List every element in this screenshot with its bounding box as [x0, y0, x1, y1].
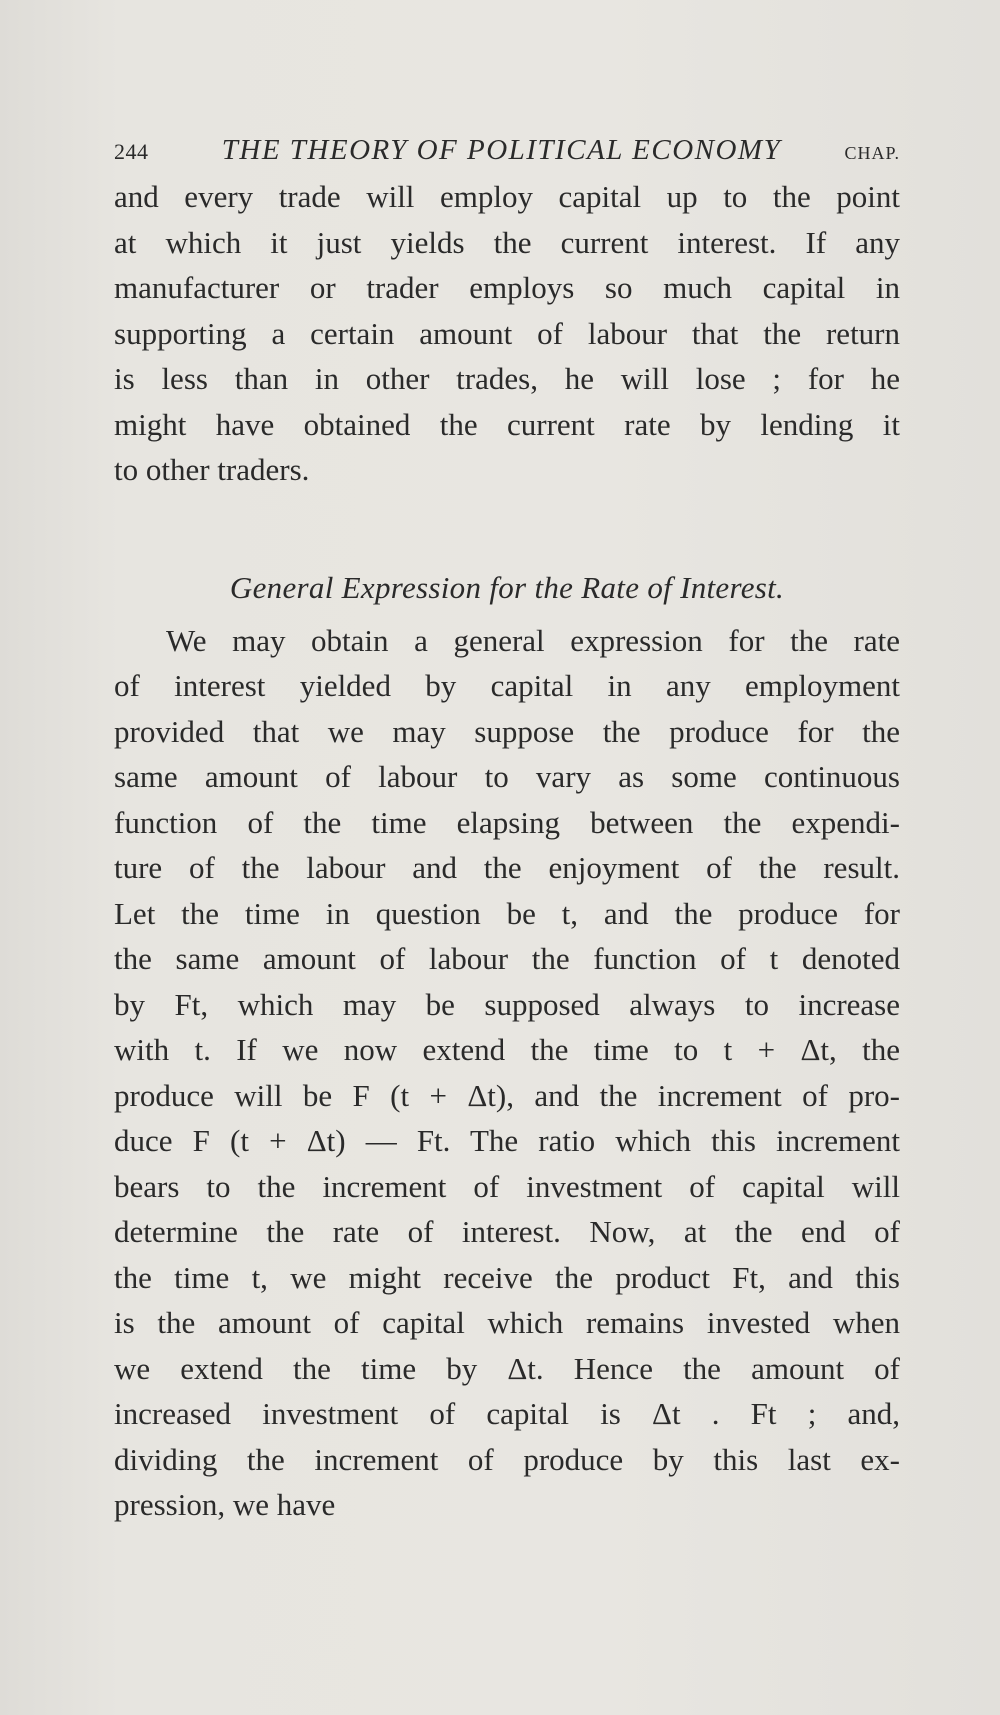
text-line: We may obtain a general expression for the rate [166, 622, 900, 658]
text-line: duce F (t + Δt) — Ft. The ratio which this increment [114, 1123, 900, 1158]
text-line: is less than in other trades, he will lose ; for he [114, 361, 900, 396]
text-line: by Ft, which may be supposed always to increase [114, 986, 900, 1022]
text-line: bears to the increment of investment of capital will [114, 1168, 900, 1204]
section-heading: General Expression for the Rate of Interest. [229, 569, 785, 605]
text-line: we extend the time by Δt. Hence the amount of [114, 1350, 900, 1386]
text-line: produce will be F (t + Δt), and the increment of pro- [114, 1077, 900, 1113]
text-line: the time t, we might receive the product Ft, and this [114, 1259, 900, 1295]
text-line: at which it just yields the current interest. If any [114, 224, 900, 260]
page-content [114, 134, 900, 1528]
paragraph-1 [114, 174, 900, 493]
text-line: function of the time elapsing between the expendi- [114, 804, 900, 840]
text-line: of interest yielded by capital in any employment [114, 668, 900, 703]
text-line: same amount of labour to vary as some continuous [114, 759, 900, 794]
text-line: to other traders. [114, 452, 310, 487]
text-line: is the amount of capital which remains invested when [114, 1305, 900, 1340]
text-line: manufacturer or trader employs so much capital in [114, 270, 900, 305]
text-line: the same amount of labour the function of t denoted [114, 941, 900, 976]
text-line: with t. If we now extend the time to t + Δt, the [114, 1032, 900, 1067]
text-line: Let the time in question be t, and the produce for [114, 895, 900, 931]
running-title: THE THEORY OF POLITICAL ECONOMY [221, 134, 782, 166]
page-number: 244 [114, 139, 149, 164]
text-line: determine the rate of interest. Now, at the end of [114, 1214, 900, 1249]
text-line: might have obtained the current rate by lending it [114, 406, 900, 442]
text-line: dividing the increment of produce by this last ex- [114, 1441, 900, 1477]
text-line: pression, we have [114, 1487, 336, 1522]
text-line: increased investment of capital is Δt . Ft ; and, [114, 1396, 900, 1431]
chapter-marker: CHAP. [844, 143, 900, 163]
running-header [114, 134, 900, 174]
text-line: provided that we may suppose the produce for the [114, 713, 900, 749]
paragraph-2 [114, 618, 900, 1528]
text-line: supporting a certain amount of labour that the return [114, 315, 900, 351]
text-line: ture of the labour and the enjoyment of the result. [114, 850, 900, 885]
text-line: and every trade will employ capital up to the point [114, 179, 900, 214]
